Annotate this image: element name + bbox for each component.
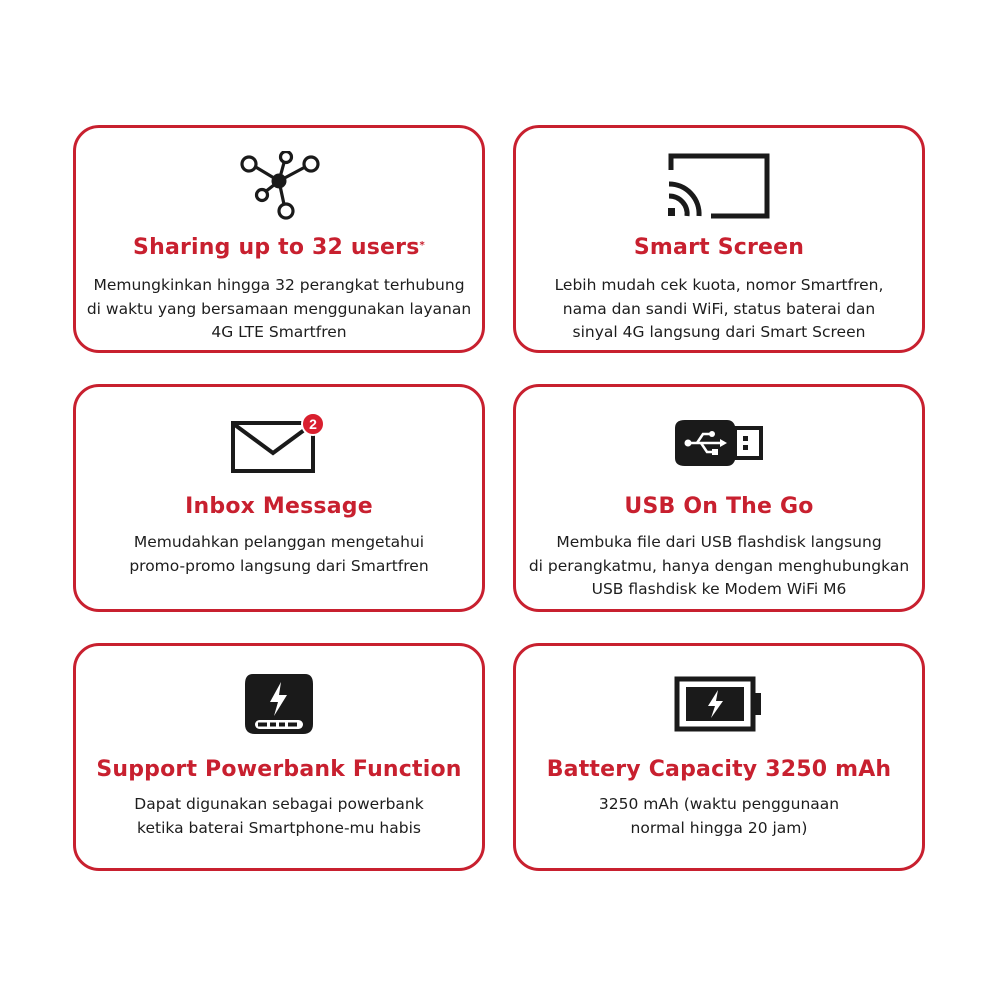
card-title: Support Powerbank Function xyxy=(96,757,462,782)
description-line: normal hingga 20 jam) xyxy=(630,818,808,837)
card-description xyxy=(524,274,914,345)
badge-count: 2 xyxy=(309,416,317,432)
description-line: USB flashdisk ke Modem WiFi M6 xyxy=(591,580,847,598)
cast-screen-icon xyxy=(516,150,922,222)
description-line: Memungkinkan hingga 32 perangkat terhubung xyxy=(93,276,465,294)
feature-card-smart-screen xyxy=(513,125,925,353)
description-line: 3250 mAh (waktu penggunaan xyxy=(598,795,840,813)
description-line: ketika baterai Smartphone-mu habis xyxy=(137,818,421,837)
card-title: Inbox Message xyxy=(185,494,373,519)
description-line: Memudahkan pelanggan mengetahui xyxy=(133,533,425,551)
feature-card-battery xyxy=(513,643,925,871)
card-description xyxy=(524,793,914,840)
card-title: USB On The Go xyxy=(624,494,814,519)
card-title: Battery Capacity 3250 mAh xyxy=(546,757,892,782)
description-line: di waktu yang bersamaan menggunakan layanan xyxy=(86,299,472,318)
network-nodes-icon xyxy=(76,150,482,222)
description-line: sinyal 4G langsung dari Smart Screen xyxy=(572,323,866,341)
feature-card-inbox xyxy=(73,384,485,612)
description-line: Lebih mudah cek kuota, nomor Smartfren, xyxy=(554,276,884,294)
description-line: di perangkatmu, hanya dengan menghubungkan xyxy=(528,556,910,575)
feature-card-usb xyxy=(513,384,925,612)
footnote-mark: * xyxy=(419,240,425,251)
battery-charging-icon xyxy=(516,668,922,740)
description-line: Membuka file dari USB flashdisk langsung xyxy=(556,533,882,551)
card-title: Smart Screen xyxy=(633,235,805,260)
description-line: promo-promo langsung dari Smartfren xyxy=(129,556,429,575)
card-description xyxy=(84,274,474,345)
powerbank-icon xyxy=(76,668,482,740)
card-description xyxy=(84,531,474,578)
card-description xyxy=(84,793,474,840)
card-title: Sharing up to 32 users* xyxy=(133,235,425,260)
description-line: 4G LTE Smartfren xyxy=(211,323,347,341)
envelope-icon xyxy=(76,407,482,479)
feature-card-sharing xyxy=(73,125,485,353)
feature-card-powerbank xyxy=(73,643,485,871)
description-line: Dapat digunakan sebagai powerbank xyxy=(134,795,424,813)
usb-drive-icon xyxy=(516,407,922,479)
card-description xyxy=(524,531,914,602)
description-line: nama dan sandi WiFi, status baterai dan xyxy=(562,299,876,318)
